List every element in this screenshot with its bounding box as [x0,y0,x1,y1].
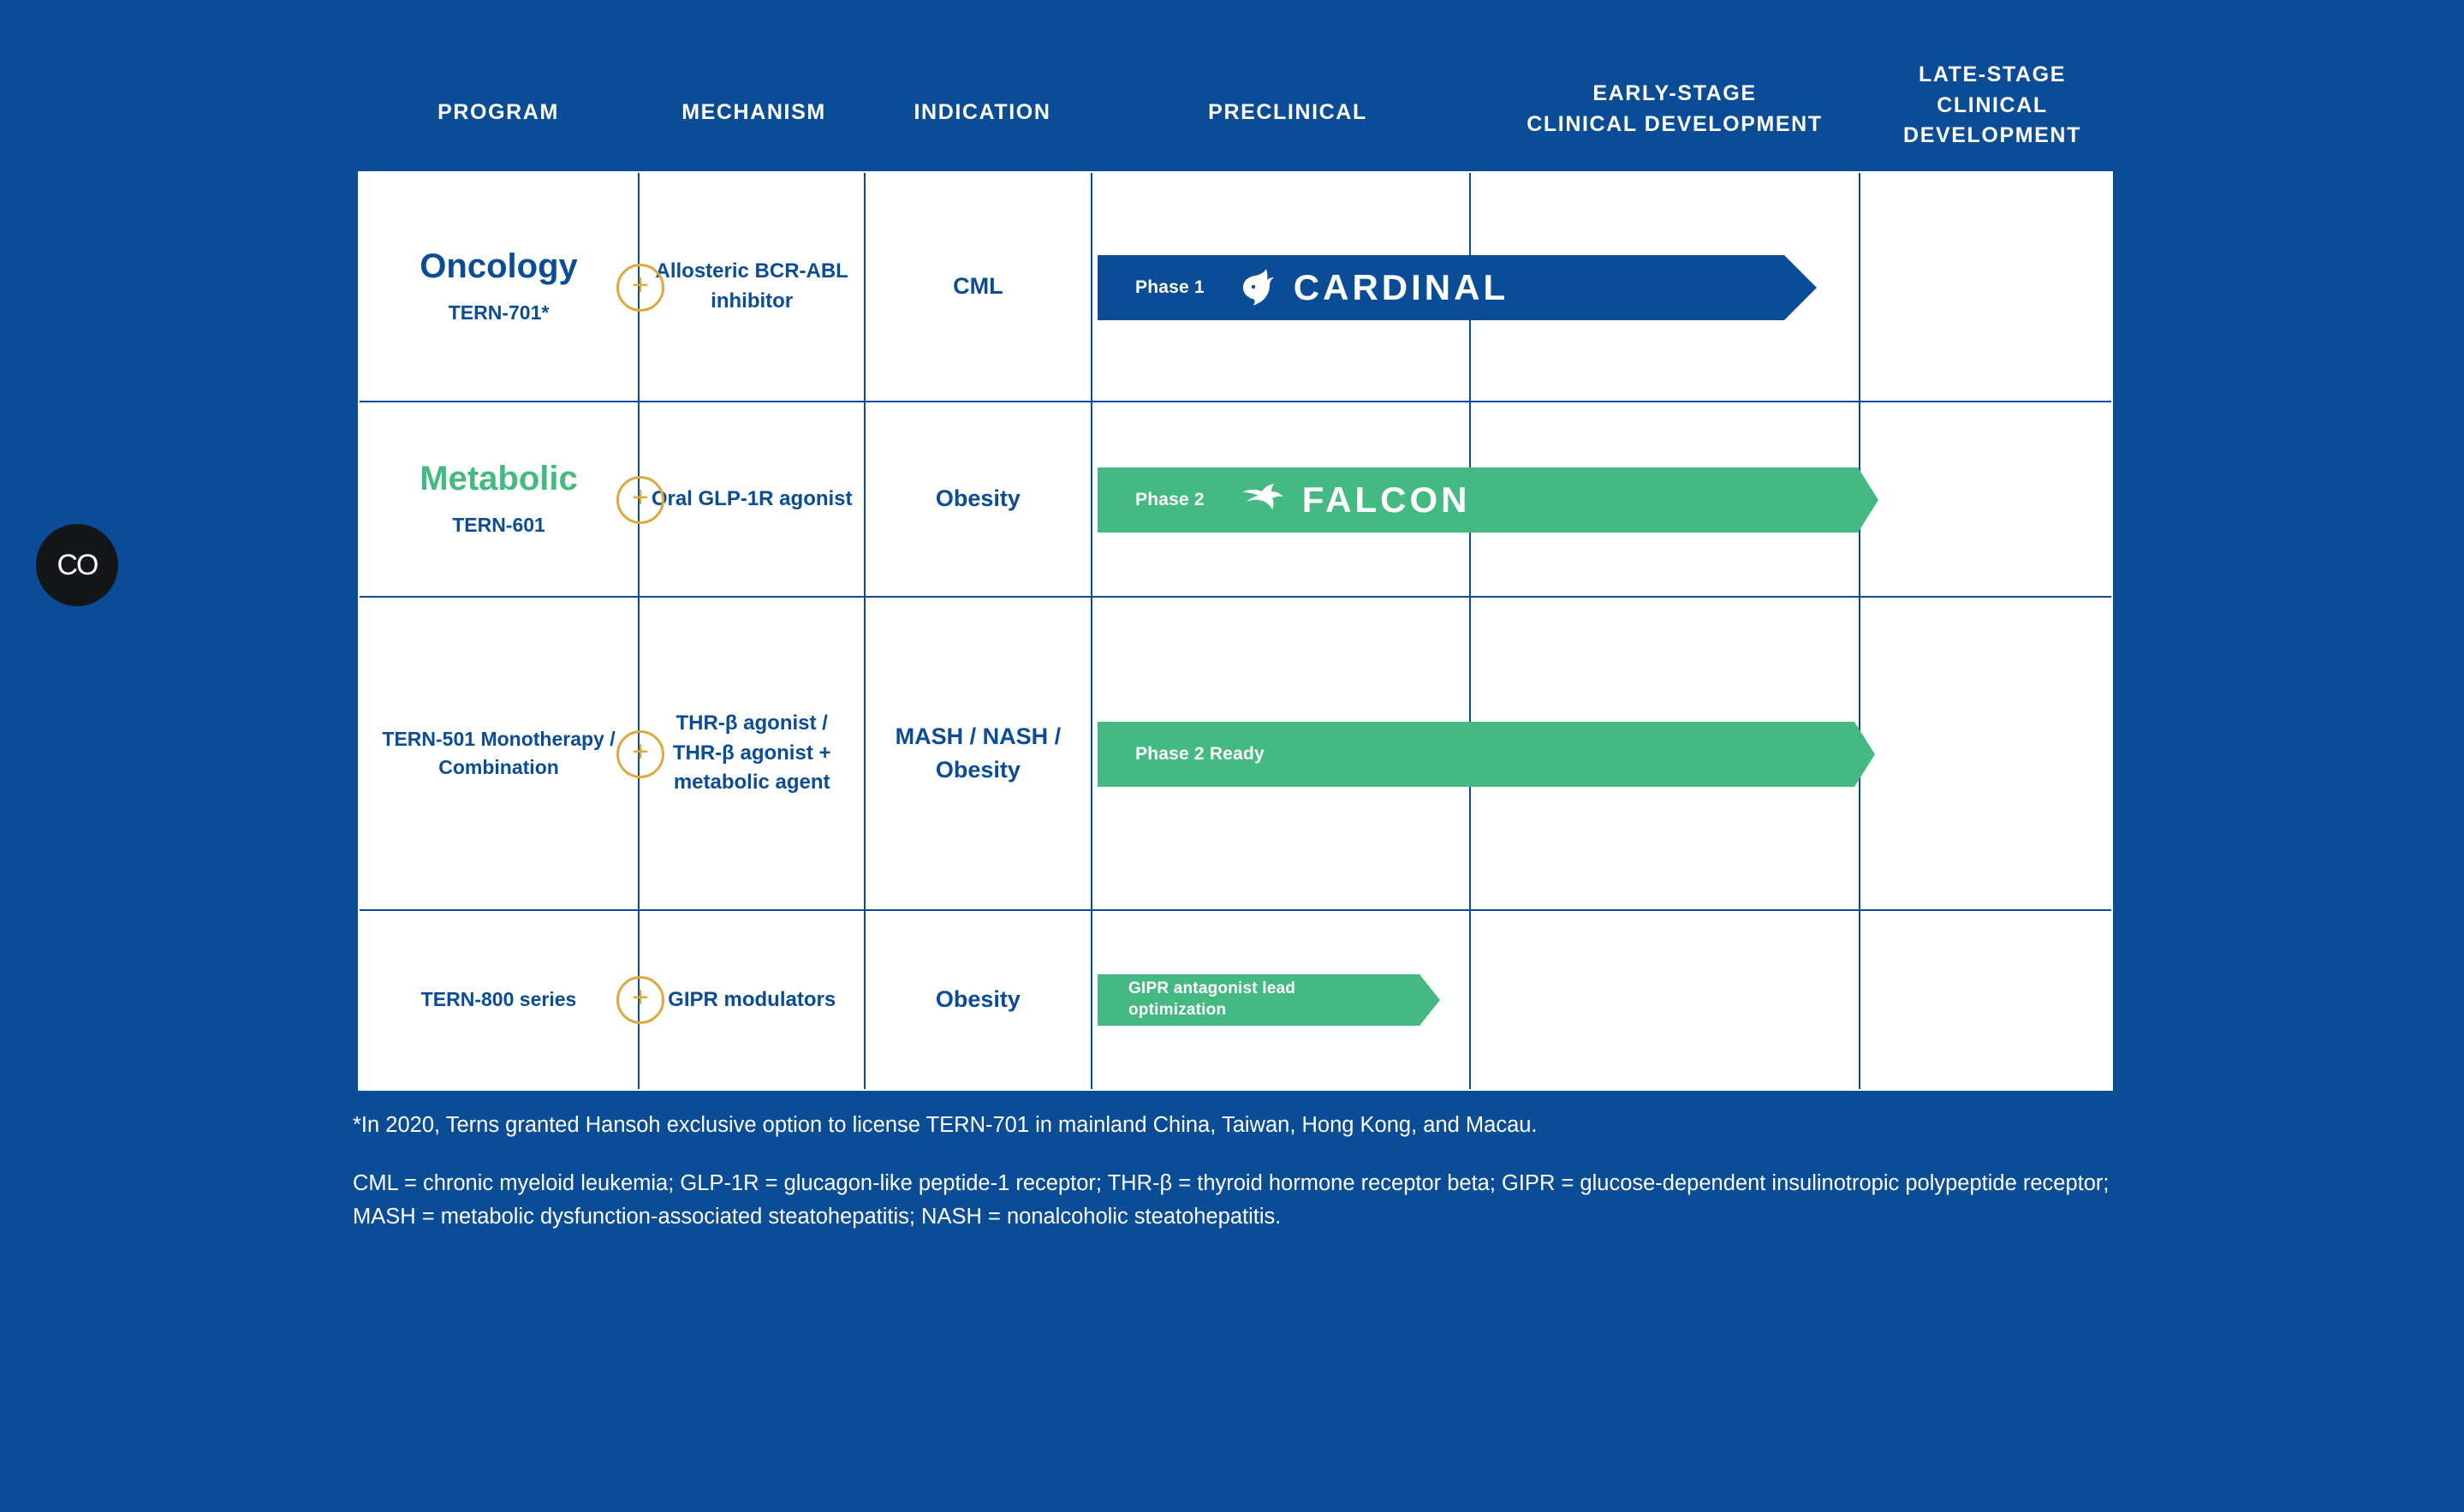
column-header-late-stage-line1: LATE-STAGE [1918,63,2066,86]
pipeline-row-tern-800 [360,911,2111,1089]
footnotes [353,1109,2116,1235]
mechanism-text-tern-701: Allosteric BCR-ABL inhibitor [655,259,848,313]
expand-icon-tern-601: + [632,481,649,514]
column-header-early-stage-line1: EARLY-STAGE [1592,81,1757,105]
footnote-abbreviations: CML = chronic myeloid leukemia; GLP-1R = glucagon-like peptide-1 receptor; THR-β = thyroid hormone receptor beta; GIPR = glucose-dependent insulinotropic polypeptide receptor; MASH = metabolic dysfunction-associated steatohepatitis; NASH = nonalcoholic steatohepatitis. [353,1170,2110,1229]
pipeline-row-tern-601 [360,402,2111,598]
indication-cell-tern-501 [866,598,1092,909]
progress-bar-tern-800[interactable] [1098,974,1440,1026]
column-header-mechanism: MECHANISM [681,100,826,124]
early-stage-cell-tern-800 [1471,911,1860,1089]
accessibility-widget-label: CO [57,548,98,581]
expand-button-tern-701[interactable] [616,264,664,312]
progress-bar-falcon[interactable] [1098,467,1878,533]
indication-cell-tern-701 [866,173,1092,401]
late-stage-cell-tern-701 [1860,173,2111,401]
indication-text-tern-501: MASH / NASH / Obesity [895,723,1062,783]
late-stage-cell-tern-601 [1860,402,2111,596]
progress-bar-arrow-falcon [1858,467,1878,533]
progress-bar-arrow-tern-800 [1419,974,1440,1026]
expand-button-tern-800[interactable] [616,976,664,1024]
accessibility-widget-button[interactable] [36,524,118,606]
falcon-bird-icon [1241,481,1285,520]
progress-bar-arrow-tern-501 [1854,722,1875,787]
mechanism-cell-tern-501 [640,598,866,909]
footnote-license: *In 2020, Terns granted Hansoh exclusive option to license TERN-701 in mainland China, Taiwan, Hong Kong, and Macau. [353,1113,1538,1137]
column-header-early-stage [1479,79,1870,140]
mechanism-cell-tern-800 [640,911,866,1089]
pipeline-row-tern-501 [360,598,2111,911]
pipeline-row-tern-701 [360,173,2111,402]
phase-label-cardinal: Phase 1 [1135,277,1205,297]
expand-button-tern-501[interactable] [616,730,664,778]
column-header-late-stage-line2: CLINICAL [1937,92,2048,117]
program-cell-tern-800 [360,911,640,1089]
expand-icon-tern-800: + [632,981,649,1014]
progress-bar-tern-501[interactable] [1098,722,1875,787]
brand-name-cardinal: CARDINAL [1293,267,1509,307]
phase-label-falcon: Phase 2 [1135,490,1205,509]
phase-label-tern-800: GIPR antagonist lead optimization [1128,979,1296,1019]
therapeutic-area-oncology: Oncology [420,247,578,286]
therapeutic-area-metabolic: Metabolic [420,460,578,498]
mechanism-cell-tern-601 [640,402,866,596]
indication-text-tern-701: CML [953,273,1003,300]
column-header-early-stage-line2: CLINICAL DEVELOPMENT [1527,111,1823,136]
column-header-preclinical: PRECLINICAL [1208,100,1367,124]
pipeline-grid [358,171,2113,1091]
indication-text-tern-800: Obesity [935,986,1021,1013]
expand-icon-tern-501: + [632,735,649,768]
brand-name-falcon: FALCON [1301,479,1471,520]
brand-lockup-falcon [1241,479,1471,521]
mechanism-text-tern-800: GIPR modulators [668,987,836,1011]
program-code-tern-601: TERN-601 [452,514,545,537]
indication-cell-tern-601 [866,402,1092,596]
mechanism-text-tern-601: Oral GLP-1R agonist [651,486,853,510]
pipeline-column-headers [358,45,2113,164]
program-code-tern-501: TERN-501 Monotherapy / Combination [382,727,616,778]
mechanism-text-tern-501: THR-β agonist / THR-β agonist + metabolic agent [672,711,831,795]
indication-cell-tern-800 [866,911,1092,1089]
indication-text-tern-601: Obesity [935,485,1021,512]
phase-label-tern-501: Phase 2 Ready [1135,744,1265,764]
program-cell-tern-601 [360,402,640,596]
column-header-late-stage-line3: DEVELOPMENT [1903,123,2081,147]
progress-bar-cardinal[interactable] [1098,255,1817,320]
column-header-indication: INDICATION [914,100,1051,124]
program-code-tern-800: TERN-800 series [420,988,577,1011]
program-code-tern-701: TERN-701* [448,301,550,324]
cardinal-bird-icon [1241,266,1277,310]
program-cell-tern-501 [360,598,640,909]
mechanism-cell-tern-701 [640,173,866,401]
late-stage-cell-tern-501 [1860,598,2111,909]
column-header-program: PROGRAM [437,100,559,124]
expand-button-tern-601[interactable] [616,476,664,524]
column-header-late-stage [1872,60,2113,152]
progress-bar-arrow-cardinal [1784,255,1817,320]
late-stage-cell-tern-800 [1860,911,2111,1089]
expand-icon-tern-701: + [632,269,649,301]
brand-lockup-cardinal [1241,266,1509,310]
program-cell-tern-701 [360,173,640,401]
